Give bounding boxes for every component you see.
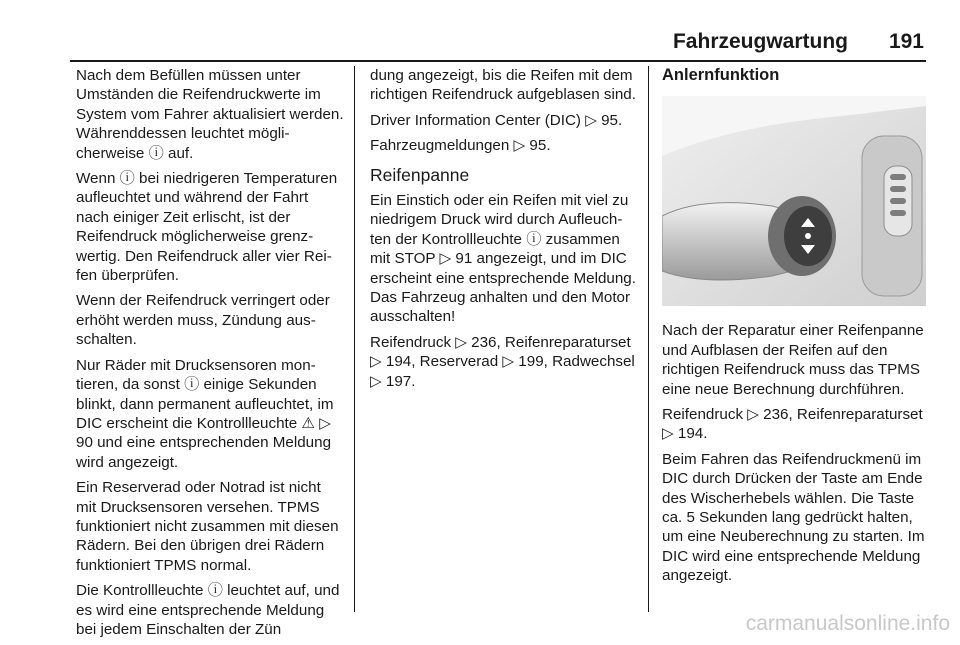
page-header [70, 30, 926, 62]
chapter-title: Fahrzeugwartung [672, 30, 848, 53]
paragraph: Fahrzeugmeldungen ▷ 95. [370, 137, 551, 155]
column-divider-1 [354, 66, 355, 612]
column-1 [76, 66, 344, 645]
paragraph: Nach der Reparatur einer Reifenpanne und Aufblasen der Reifen auf den richtigen Reifendruck muss das TPMS eine neue Berechnung durchführen. [662, 322, 924, 398]
wiper-lever-figure [662, 96, 926, 306]
column-2 [370, 66, 636, 397]
paragraph: Nach dem Befüllen müssen unter Umständen die Reifendruckwerte im System vom Fahrer aktualisiert werden. Währenddessen leuchtet möglicherweise ⓘ auf. [76, 67, 344, 162]
paragraph: Wenn ⓘ bei niedrigeren Temperaturen aufleuchtet und während der Fahrt nach einiger Zeit erlischt, ist der Reifendruck möglicherweise grenzwertig. Den Reifendruck aller vier Reifen überprüfen. [76, 170, 338, 285]
paragraph: Reifendruck ▷ 236, Reifenreparaturset ▷ 194, Reserverad ▷ 199, Radwechsel ▷ 197. [370, 333, 635, 390]
paragraph: Nur Räder mit Drucksensoren montieren, da sonst ⓘ einige Sekunden blinkt, dann permanent aufleuchtet, im DIC erscheint die Kontrollleuchte ⚠ ▷ 90 und eine entsprechenden Meldung wird angezeigt. [76, 356, 334, 471]
section-heading: Anlernfunktion [662, 66, 780, 84]
watermark: carmanualsonline.info [745, 612, 950, 635]
paragraph: Beim Fahren das Reifendruckmenü im DIC durch Drücken der Taste am Ende des Wischerhebels wählen. Die Taste ca. 5 Sekunden lang gedrückt halten, um eine Neuberechnung zu starten. Im DIC wird eine entsprechende Meldung angezeigt. [662, 450, 925, 585]
paragraph: Driver Information Center (DIC) ▷ 95. [370, 111, 623, 129]
page-number: 191 [888, 30, 924, 53]
section-heading: Reifenpanne [370, 164, 470, 185]
paragraph: Die Kontrollleuchte ⓘ leuchtet auf, und es wird eine entsprechende Meldung bei jedem Einschalten der Zün [76, 582, 340, 638]
column-divider-2 [648, 66, 649, 612]
paragraph: Reifendruck ▷ 236, Reifenreparaturset ▷ 194. [662, 406, 923, 443]
wiper-lever-illustration [662, 96, 926, 306]
paragraph: Wenn der Reifendruck verringert oder erhöht werden muss, Zündung ausschalten. [76, 292, 330, 349]
paragraph: dung angezeigt, bis die Reifen mit dem richtigen Reifendruck aufgeblasen sind. [370, 67, 636, 104]
paragraph: Ein Einstich oder ein Reifen mit viel zu niedrigem Druck wird durch Aufleuchten der Kontrollleuchte ⓘ zusammen mit STOP ▷ 91 angezeigt, und im DIC erscheint eine entsprechende Meldung. Das Fahrzeug anhalten und den Motor ausschalten! [370, 192, 636, 326]
paragraph: Ein Reserverad oder Notrad ist nicht mit Drucksensoren versehen. TPMS funktioniert nicht zusammen mit diesen Rädern. Bei den übrigen drei Rädern funktioniert TPMS normal. [76, 479, 339, 574]
